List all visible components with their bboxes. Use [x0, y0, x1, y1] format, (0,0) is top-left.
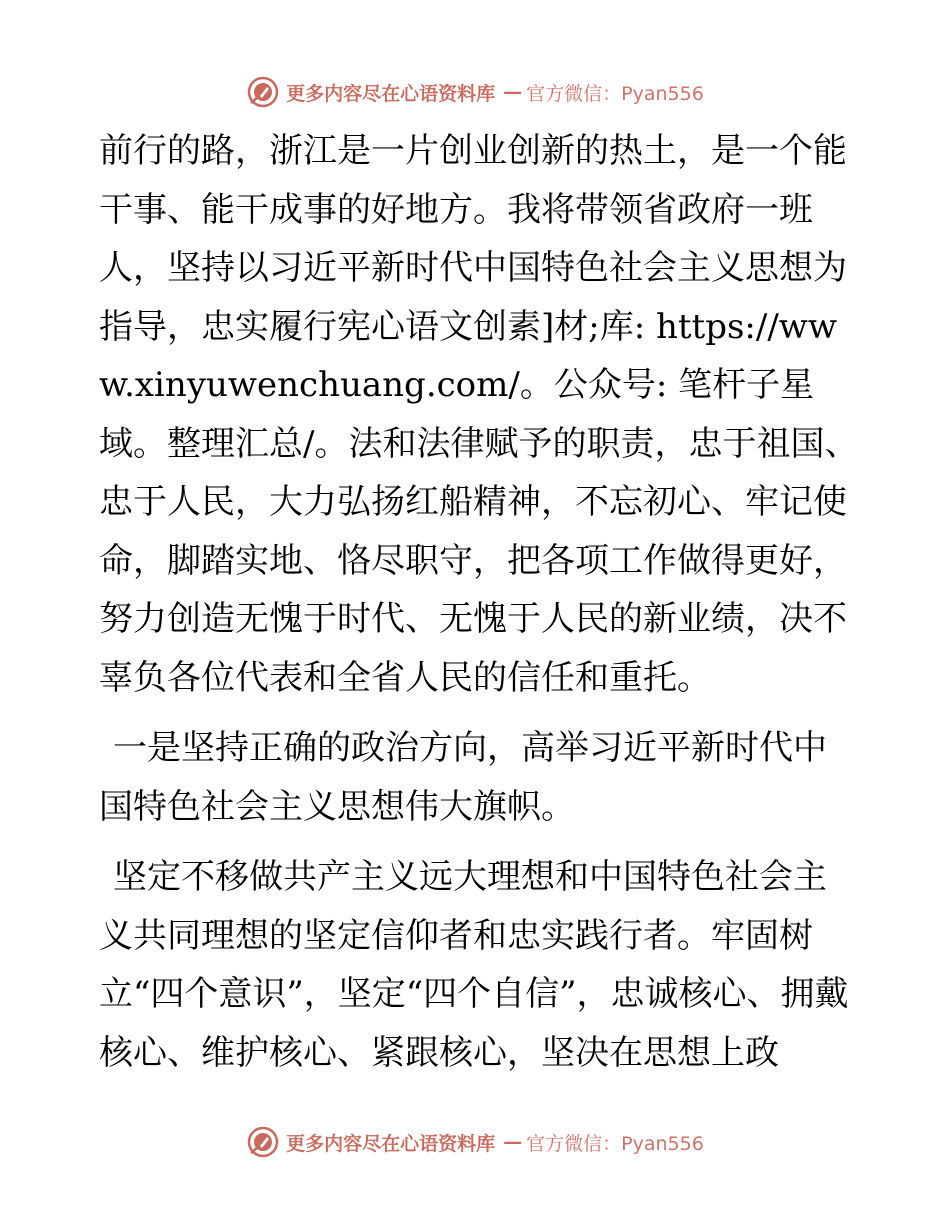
banner-brand-text: 更多内容尽在心语资料库: [286, 82, 496, 105]
banner-contact-text: 官方微信：Pyan556: [526, 82, 704, 105]
banner-separator: —: [503, 81, 521, 103]
paragraph-3: 坚定不移做共产主义远大理想和中国特色社会主义共同理想的坚定信仰者和忠实践行者。牢固树立“四个意识”，坚定“四个自信”，忠诚核心、拥戴核心、维护核心、紧跟核心，坚决在思想上政: [99, 857, 849, 1073]
footer-watermark-banner: [0, 1122, 950, 1162]
pen-nib-logo-icon: [246, 1125, 280, 1159]
paragraph-2: 一是坚持正确的政治方向，高举习近平新时代中国特色社会主义思想伟大旗帜。: [99, 728, 827, 827]
banner-separator: —: [503, 1131, 521, 1153]
paragraph-1: 前行的路，浙江是一片创业创新的热土，是一个能干事、能干成事的好地方。我将带领省政府一班人，坚持以习近平新时代中国特色社会主义思想为指导，忠实履行宪心语文创素]材;库: https://www.xinyuwenchuang.com/。公众号: 笔杆子星域。整理汇总/。法和法律赋予的职责，忠于祖国、忠于人民，大力弘扬红船精神，不忘初心、牢记使命，脚踏实地、恪尽职守，把各项工作做得更好，努力创造无愧于时代、无愧于人民的新业绩，决不辜负各位代表和全省人民的信任和重托。: [99, 131, 859, 698]
pen-nib-logo-icon: [246, 75, 280, 109]
document-body: [99, 122, 859, 1082]
header-watermark-banner: [0, 72, 950, 112]
banner-brand-text: 更多内容尽在心语资料库: [286, 1132, 496, 1155]
banner-contact-text: 官方微信：Pyan556: [526, 1132, 704, 1155]
